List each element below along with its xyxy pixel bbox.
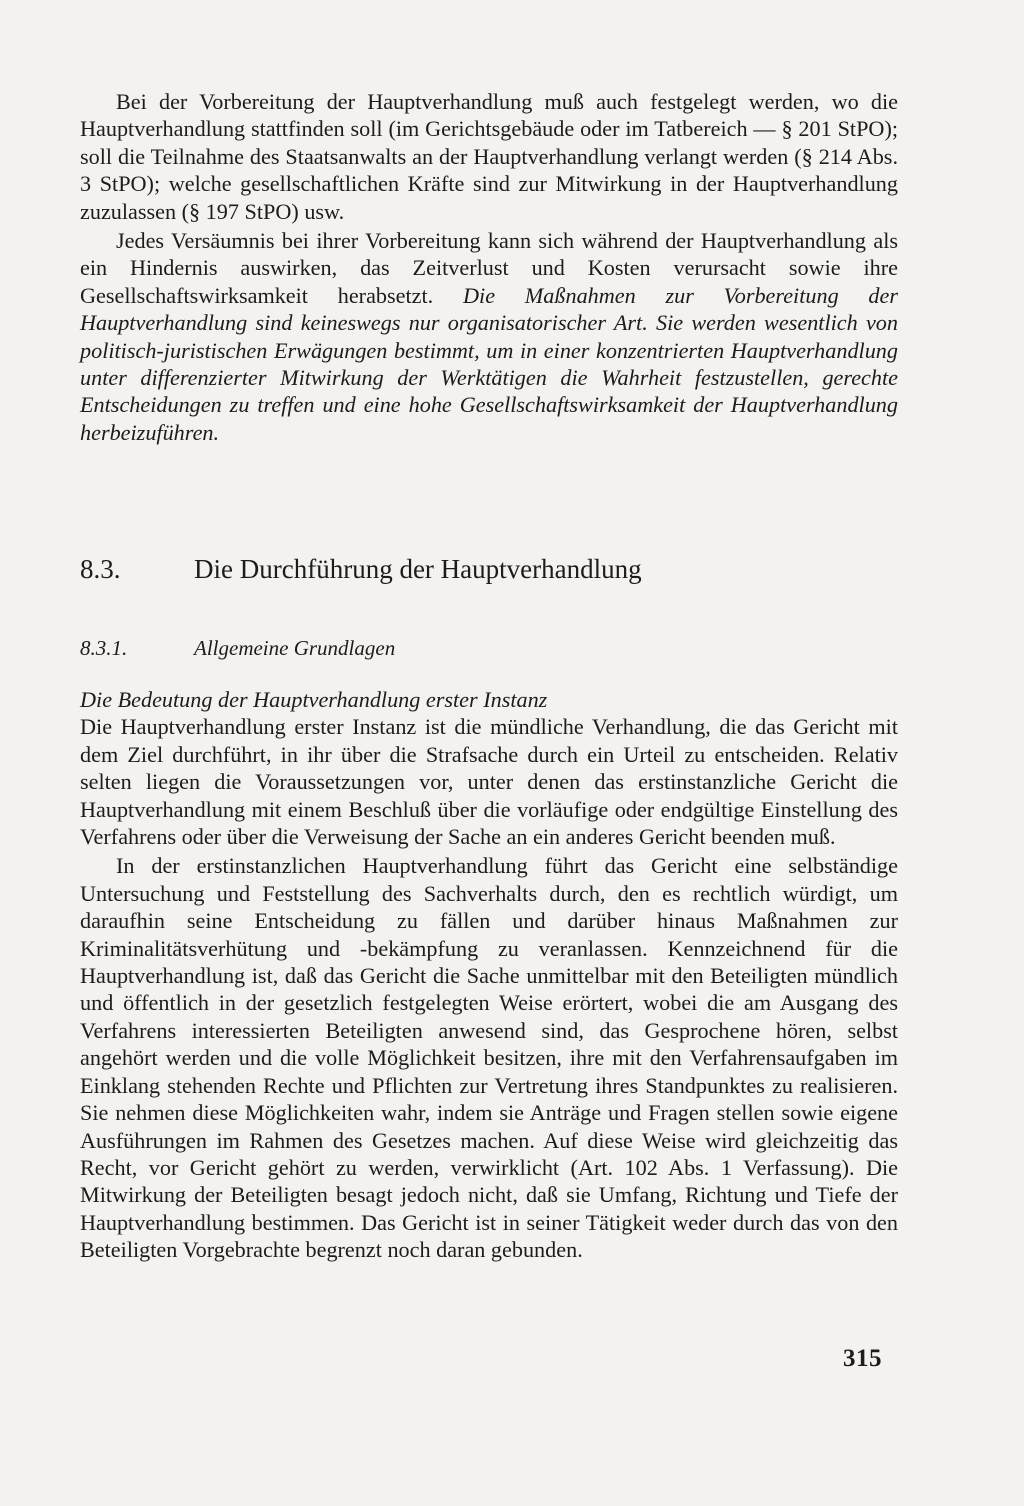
- body-paragraph-2: [80, 852, 898, 1263]
- intro-paragraph-2: [80, 227, 898, 446]
- page-number: 315: [843, 1345, 882, 1372]
- subsection-number: 8.3.1.: [80, 636, 128, 660]
- body-paragraph-1: [80, 713, 898, 850]
- intro-paragraph-2-italic-text: Die Maßnahmen zur Vorbereitung der Hauptverhandlung sind keineswegs nur organisatorischer Art. Sie werden wesentlich von politisch-juristischen Erwägungen bestimmt, um in einer konzentrierten Hauptverhandlung unter differenzierter Mitwirkung der Werktätigen die Wahrheit festzustellen, gerechte Entscheidungen zu treffen und eine hohe Gesellschaftswirksamkeit der Hauptverhandlung herbeizuführen.: [80, 282, 899, 445]
- body-paragraph-2-text: In der erstinstanzlichen Hauptverhandlung führt das Gericht eine selbständige Untersuchung und Feststellung des Sachverhalts durch, den es rechtlich würdigt, um daraufhin seine Entscheidung zu fällen und darüber hinaus Maßnahmen zur Kriminalitätsverhütung und -bekämpfung zu veranlassen. Kennzeichnend für die Hauptverhandlung ist, daß das Gericht die Sache unmittelbar mit den Beteiligten mündlich und öffentlich in der gesetzlich festgelegten Weise erörtert, wobei die am Ausgang des Verfahrens interessierten Beteiligten anwesend sind, das Gesprochene hören, selbst angehört werden und die volle Möglichkeit besitzen, ihre mit den Verfahrensaufgaben im Einklang stehenden Rechte und Pflichten zur Vertretung ihres Standpunktes zu realisieren. Sie nehmen diese Möglichkeiten wahr, indem sie Anträge und Fragen stellen sowie eigene Ausführungen im Rahmen des Gesetzes machen. Auf diese Weise wird gleichzeitig das Recht, vor Gericht gehört zu werden, verwirklicht (Art. 102 Abs. 1 Verfassung). Die Mitwirkung der Beteiligten besagt jedoch nicht, daß sie Umfang, Richtung und Tiefe der Hauptverhandlung bestimmen. Das Gericht ist in seiner Tätigkeit weder durch das von den Beteiligten Vorgebrachte begrenzt noch daran gebunden.: [80, 853, 898, 1263]
- section-title: Die Durchführung der Hauptverhandlung: [194, 554, 642, 584]
- document-page: [80, 88, 898, 1488]
- body-paragraph-1-text: Die Hauptverhandlung erster Instanz ist die mündliche Verhandlung, die das Gericht mit dem Ziel durchführt, in ihr über die Strafsache durch ein Urteil zu entscheiden. Relativ selten liegen die Voraussetzungen vor, unter denen das erstinstanzliche Gericht die Hauptverhandlung mit einem Beschluß über die vorläufige oder endgültige Einstellung des Verfahrens oder über die Verweisung der Sache an ein anderes Gericht beenden muß.: [80, 714, 898, 850]
- runin-heading: Die Bedeutung der Hauptverhandlung erster Instanz: [80, 687, 548, 712]
- section-number: 8.3.: [80, 554, 121, 584]
- subsection-title: Allgemeine Grundlagen: [194, 636, 396, 660]
- intro-section: [80, 88, 898, 446]
- body-section: [80, 686, 898, 1264]
- intro-paragraph-1-text: Bei der Vorbereitung der Hauptverhandlung muß auch festgelegt werden, wo die Hauptverhandlung stattfinden soll (im Gerichtsgebäude oder im Tatbereich — § 201 StPO); soll die Teilnahme des Staatsanwalts an der Hauptverhandlung verlangt werden (§ 214 Abs. 3 StPO); welche gesellschaftlichen Kräfte sind zur Mitwirkung in der Hauptverhandlung zuzulassen (§ 197 StPO) usw.: [80, 89, 898, 224]
- intro-paragraph-2-regular-text: Jedes Versäumnis bei ihrer Vorbereitung kann sich während der Hauptverhandlung als ein Hindernis auswirken, das Zeitverlust und Kosten verursacht sowie ihre Gesellschaftswirksamkeit herabsetzt.: [80, 228, 898, 308]
- intro-paragraph-1: [80, 88, 898, 225]
